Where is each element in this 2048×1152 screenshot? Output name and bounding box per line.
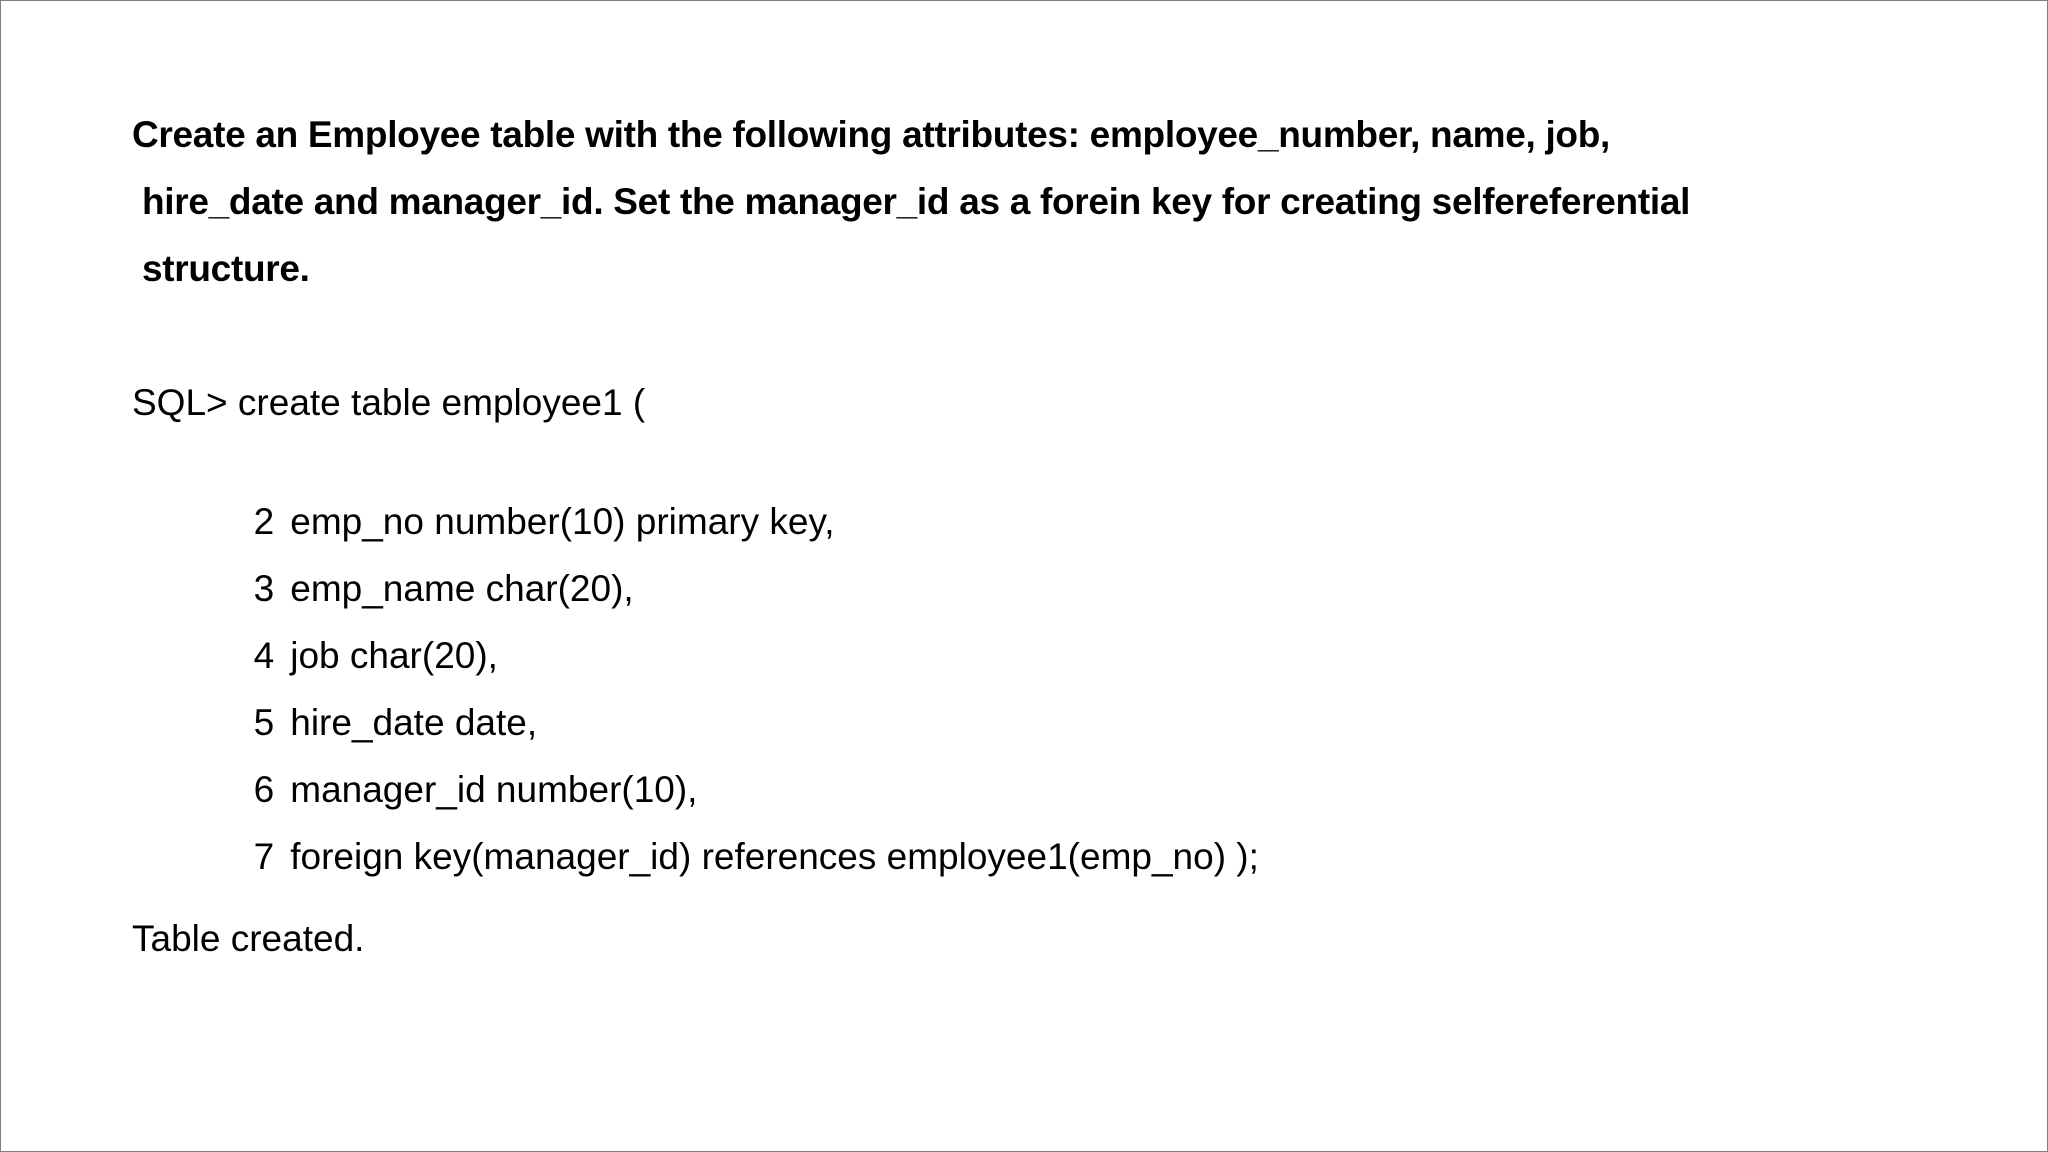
sql-line-code: emp_no number(10) primary key, bbox=[290, 501, 835, 542]
question-line: hire_date and manager_id. Set the manager_id as a forein key for creating selfereferential bbox=[132, 181, 1691, 222]
sql-line-code: job char(20), bbox=[290, 635, 498, 676]
sql-line-number: 6 bbox=[253, 769, 275, 810]
sql-line-number: 2 bbox=[253, 501, 275, 542]
question-line: structure. bbox=[132, 248, 310, 289]
slide-content bbox=[132, 109, 1932, 965]
sql-line-number: 5 bbox=[253, 702, 275, 743]
sql-line-number: 4 bbox=[253, 635, 275, 676]
sql-session bbox=[132, 377, 1932, 877]
sql-line-code: foreign key(manager_id) references employee1(emp_no) ); bbox=[290, 836, 1259, 877]
sql-line bbox=[132, 444, 1932, 542]
sql-line-code: hire_date date, bbox=[290, 702, 538, 743]
sql-line-code: manager_id number(10), bbox=[290, 769, 698, 810]
sql-line-code: emp_name char(20), bbox=[290, 568, 634, 609]
sql-line-number: 7 bbox=[253, 836, 275, 877]
sql-result-text: Table created. bbox=[132, 918, 365, 959]
sql-prompt-line: SQL> create table employee1 ( bbox=[132, 382, 646, 423]
question-line: Create an Employee table with the following attributes: employee_number, name, job, bbox=[132, 114, 1611, 155]
sql-line-number: 3 bbox=[253, 568, 275, 609]
question-text bbox=[132, 109, 1932, 310]
